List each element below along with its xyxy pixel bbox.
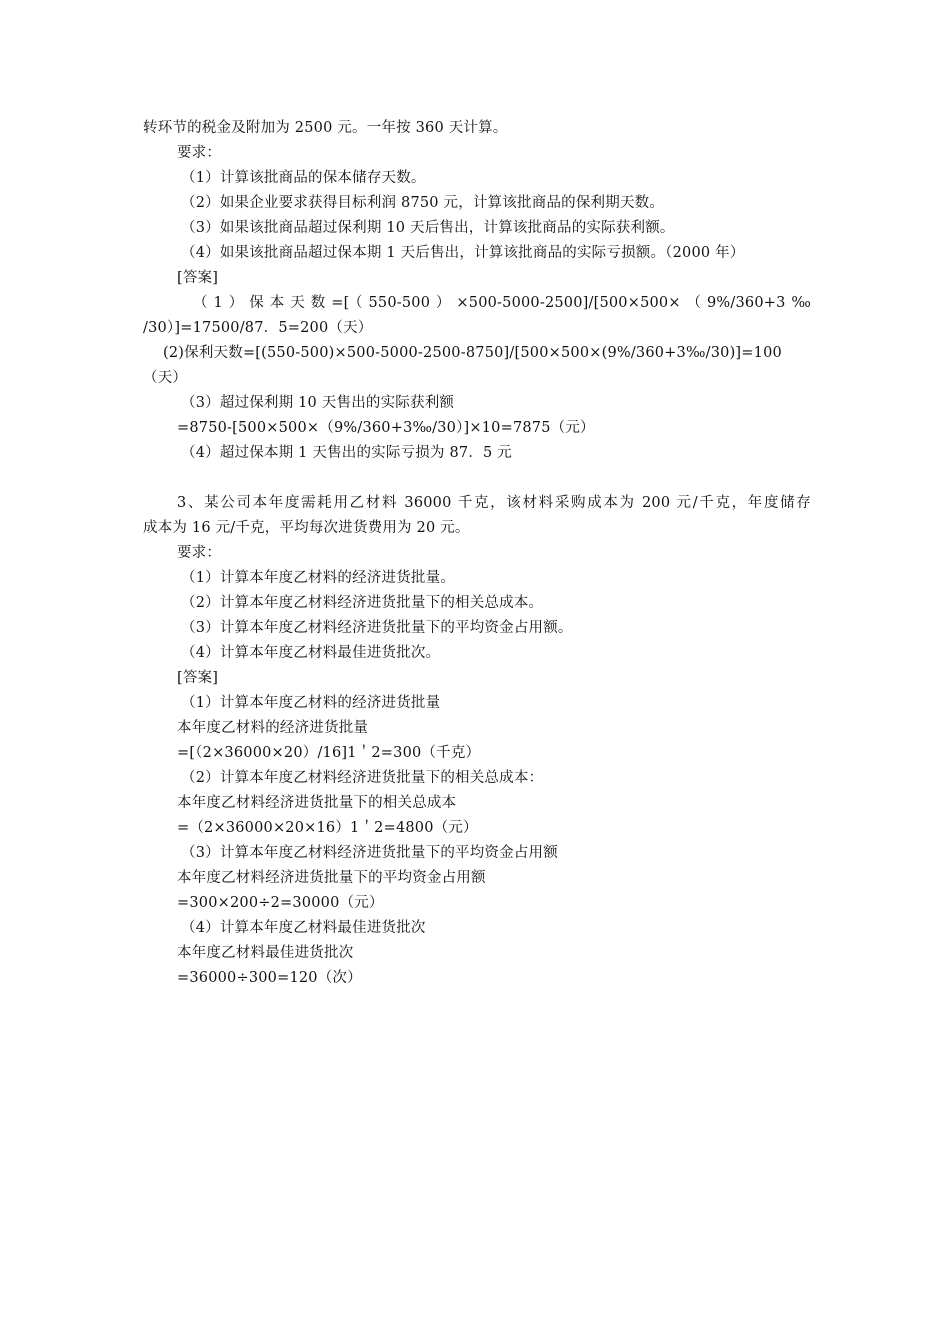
- section2-answer-2-line2: （天）: [143, 370, 188, 386]
- section2-question-4: （4）如果该批商品超过保本期 1 天后售出，计算该批商品的实际亏损额。（2000 年）: [181, 245, 745, 261]
- section2-question-1: （1）计算该批商品的保本储存天数。: [181, 170, 426, 186]
- section2-answer-1-line2: /30）]=17500/87．5=200（天）: [143, 320, 373, 336]
- section3-answer-label: [答案]: [177, 670, 219, 686]
- section3-answer-1-formula: =[（2×36000×20）/16]1＇2=300（千克）: [177, 745, 481, 761]
- section3-answer-4-formula: =36000÷300=120（次）: [177, 970, 362, 986]
- section3-answer-3-formula: =300×200÷2=30000（元）: [177, 895, 384, 911]
- section2-intro-tail: 转环节的税金及附加为 2500 元。一年按 360 天计算。: [143, 120, 508, 136]
- section3-question-3: （3）计算本年度乙材料经济进货批量下的平均资金占用额。: [181, 620, 573, 636]
- section3-answer-1-text: 本年度乙材料的经济进货批量: [177, 720, 369, 736]
- section3-answer-3-text: 本年度乙材料经济进货批量下的平均资金占用额: [177, 870, 486, 886]
- section3-question-4: （4）计算本年度乙材料最佳进货批次。: [181, 645, 441, 661]
- section2-answer-3-title: （3）超过保利期 10 天售出的实际获利额: [181, 395, 455, 411]
- section2-question-2: （2）如果企业要求获得目标利润 8750 元，计算该批商品的保利期天数。: [181, 195, 665, 211]
- section2-answer-3-formula: =8750-[500×500×（9%/360+3‰/30）]×10=7875（元）: [177, 420, 595, 436]
- section2-answer-label: [答案]: [177, 270, 219, 286]
- section3-answer-4-text: 本年度乙材料最佳进货批次: [177, 945, 354, 961]
- section3-answer-2-formula: =（2×36000×20×16）1＇2=4800（元）: [177, 820, 478, 836]
- section3-requirements-label: 要求：: [177, 545, 222, 561]
- section2-requirements-label: 要求：: [177, 145, 222, 161]
- section3-answer-2-title: （2）计算本年度乙材料经济进货批量下的相关总成本：: [181, 770, 544, 786]
- section3-answer-3-title: （3）计算本年度乙材料经济进货批量下的平均资金占用额: [181, 845, 558, 861]
- section3-question-2: （2）计算本年度乙材料经济进货批量下的相关总成本。: [181, 595, 544, 611]
- section3-intro-line1: 3、某公司本年度需耗用乙材料 36000 千克，该材料采购成本为 200 元/千克，年度储存: [177, 495, 811, 511]
- section3-question-1: （1）计算本年度乙材料的经济进货批量。: [181, 570, 456, 586]
- section2-answer-1-line1: （1）保本天数=[（550-500）×500-5000-2500]/[500×500×（9%/360+3‰: [193, 295, 811, 311]
- section2-answer-4: （4）超过保本期 1 天售出的实际亏损为 87．5 元: [181, 445, 512, 461]
- section2-answer-2-line1: (2)保利天数=[(550-500)×500-5000-2500-8750]/[500×500×(9%/360+3‰/30)]=100: [163, 345, 782, 361]
- section3-answer-2-text: 本年度乙材料经济进货批量下的相关总成本: [177, 795, 457, 811]
- section2-question-3: （3）如果该批商品超过保利期 10 天后售出，计算该批商品的实际获利额。: [181, 220, 675, 236]
- section3-intro-line2: 成本为 16 元/千克，平均每次进货费用为 20 元。: [143, 520, 470, 536]
- section3-answer-4-title: （4）计算本年度乙材料最佳进货批次: [181, 920, 426, 936]
- section3-answer-1-title: （1）计算本年度乙材料的经济进货批量: [181, 695, 441, 711]
